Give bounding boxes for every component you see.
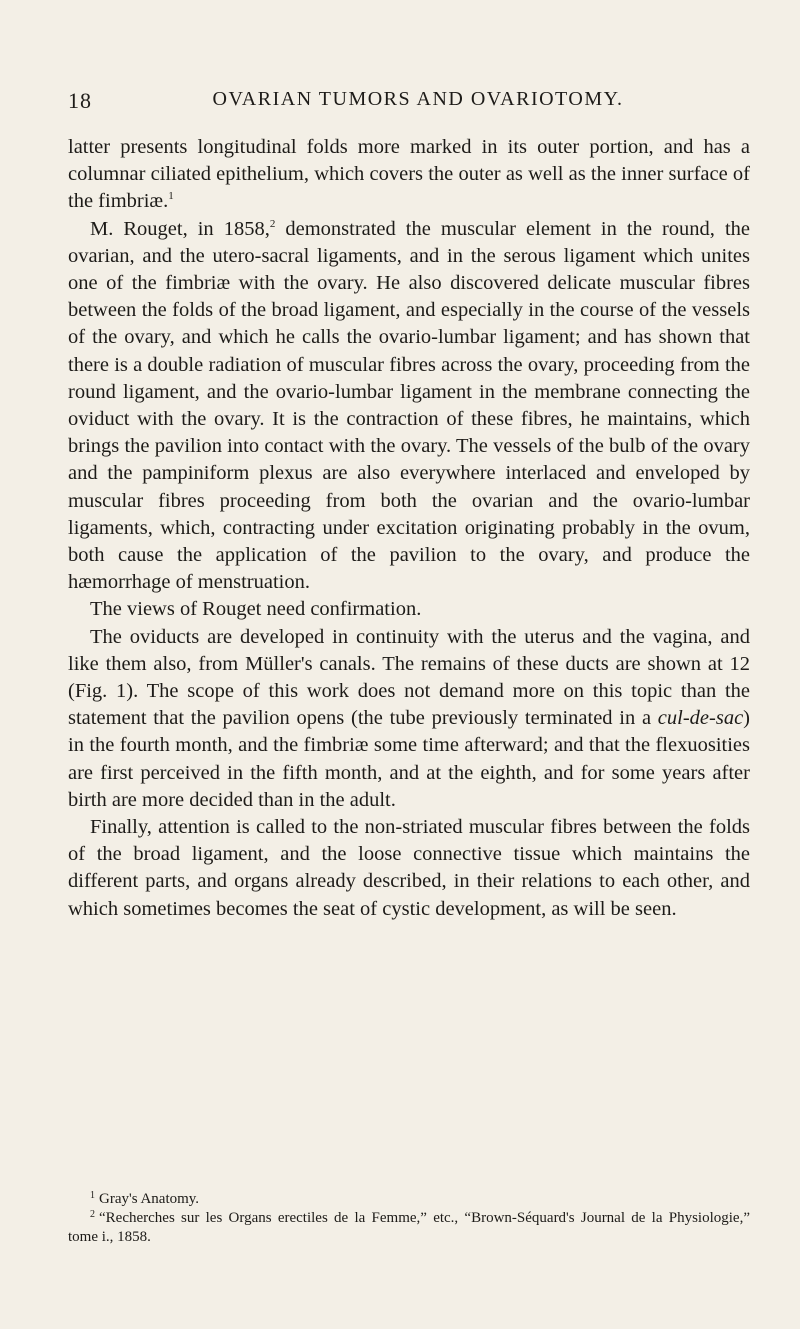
footnotes	[68, 1190, 750, 1247]
footnote-2-text: “Recherches sur les Organs erectiles de la Femme,” etc., “Brown-Séquard's Journal de la Physiologie,” tome i., 1858.	[68, 1210, 750, 1245]
paragraph-2-rest: demonstrated the muscular element in the round, the ovarian, and the utero-sacral ligaments, and in the serous ligament which unites one of the fimbriæ with the ovary. He also discovered delicate muscular fibres between the folds of the broad ligament, and especially in the course of the vessels of the ovary, and which he calls the ovario-lumbar ligament; and has shown that there is a double radiation of muscular fibres across the ovary, proceeding from the round ligament, and the ovario-lumbar ligament in the membrane connecting the oviduct with the ovary. It is the contraction of these fibres, he maintains, which brings the pavilion into contact with the ovary. The vessels of the bulb of the ovary and the pampiniform plexus are also everywhere interlaced and enveloped by muscular fibres proceeding from both the ovarian and the ovario-lumbar ligaments, which, contracting under excitation originating probably in the ovum, both cause the application of the pavilion to the ovary, and produce the hæmorrhage of menstruation.	[68, 217, 750, 594]
paragraph-1-text: latter presents longitudinal folds more marked in its outer portion, and has a columnar ciliated epithelium, which covers the outer as well as the inner surface of the fimbriæ.	[68, 136, 750, 213]
paragraph-1	[68, 134, 750, 216]
footnote-1	[68, 1190, 750, 1209]
paragraph-4-rest: ) in the fourth month, and the fimbriæ some time afterward; and that the flexuosities are first perceived in the fifth month, and at the eighth, and for some years after birth are more decided than in the adult.	[68, 707, 750, 811]
paragraph-4-start: The oviducts are developed in continuity with the uterus and the vagina, and like them also, from Müller's canals. The remains of these ducts are shown at 12 (Fig. 1). The scope of this work does not demand more on this topic than the statement that the pavilion opens (the tube previously terminated in a	[68, 625, 750, 730]
body-text	[68, 134, 750, 923]
running-title: OVARIAN TUMORS AND OVARIOTOMY.	[212, 88, 624, 110]
paragraph-4-italic: cul-de-sac	[657, 707, 744, 730]
paragraph-5: Finally, attention is called to the non-striated muscular fibres between the folds of the broad ligament, and the loose connective tissue which maintains the different parts, and organs already described, in their relations to each other, and which sometimes becomes the seat of cystic development, as will be seen.	[68, 816, 750, 920]
footnote-2-mark: 2	[90, 1209, 95, 1220]
page-number: 18	[68, 88, 92, 113]
page-header	[68, 88, 748, 118]
paragraph-2	[68, 216, 750, 597]
footnote-ref-2: 2	[269, 217, 276, 230]
footnote-1-text: Gray's Anatomy.	[99, 1191, 200, 1207]
paragraph-4	[68, 624, 750, 814]
footnote-ref-1: 1	[168, 190, 174, 203]
paragraph-3: The views of Rouget need confirmation.	[90, 598, 422, 621]
paragraph-2-start: M. Rouget, in 1858,	[90, 217, 270, 240]
footnote-1-mark: 1	[90, 1190, 95, 1201]
footnote-2	[68, 1209, 750, 1247]
